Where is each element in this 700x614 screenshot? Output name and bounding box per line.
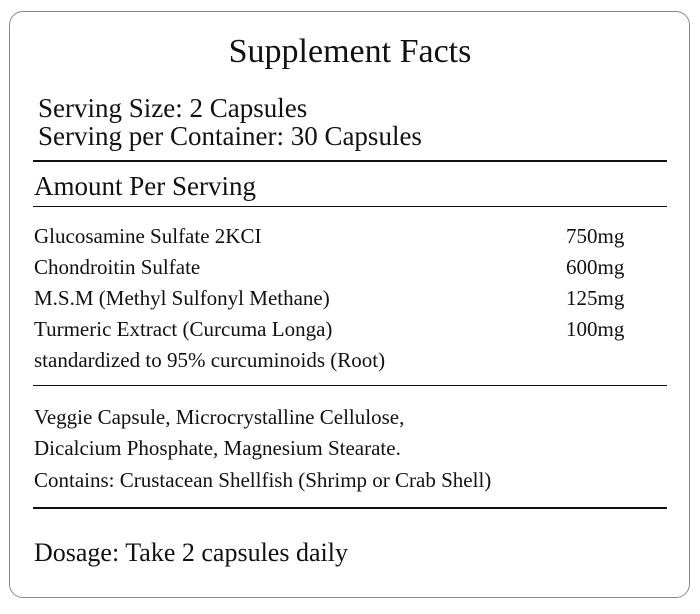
ingredient-row <box>34 315 638 346</box>
ingredient-amount: 600mg <box>566 255 625 279</box>
ingredient-name: M.S.M (Methyl Sulfonyl Methane) <box>34 286 330 310</box>
dosage-instructions: Dosage: Take 2 capsules daily <box>34 538 348 567</box>
other-ingredients-line: Veggie Capsule, Microcrystalline Cellulose, <box>34 405 405 429</box>
ingredient-row <box>34 222 638 253</box>
divider-before-other-ingredients <box>33 385 667 386</box>
ingredient-amount: 125mg <box>566 286 625 310</box>
ingredient-name: Glucosamine Sulfate 2KCI <box>34 224 262 248</box>
panel-title: Supplement Facts <box>228 33 472 70</box>
divider-thick-bottom <box>33 507 667 509</box>
ingredient-row <box>34 284 638 315</box>
divider-under-header <box>33 206 667 207</box>
ingredient-name: Chondroitin Sulfate <box>34 255 201 279</box>
serving-size: Serving Size: 2 Capsules <box>38 93 308 123</box>
ingredient-amount: 750mg <box>566 224 625 248</box>
servings-per-container: Serving per Container: 30 Capsules <box>38 121 422 151</box>
ingredient-name: Turmeric Extract (Curcuma Longa) <box>34 317 333 341</box>
ingredient-row <box>34 253 638 284</box>
ingredient-note: standardized to 95% curcuminoids (Root) <box>34 348 386 372</box>
allergen-warning: Contains: Crustacean Shellfish (Shrimp or Crab Shell) <box>34 468 492 492</box>
divider-thick-top <box>33 160 667 162</box>
amount-per-serving-header: Amount Per Serving <box>34 171 256 201</box>
ingredient-amount: 100mg <box>566 317 625 341</box>
other-ingredients-line: Dicalcium Phosphate, Magnesium Stearate. <box>34 436 401 460</box>
